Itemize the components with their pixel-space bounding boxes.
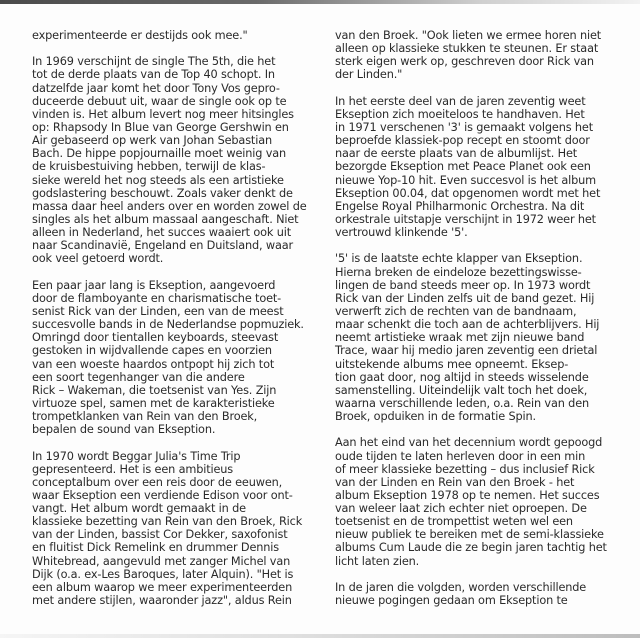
paragraph — [32, 55, 332, 265]
text-line: licht laten zien. — [335, 554, 420, 568]
text-line: waar Ekseption een verdiende Edison voor ont- — [32, 488, 293, 502]
right-text-column — [335, 29, 635, 620]
text-line: Bach. De hippe popjournaille moet weinig van — [32, 147, 287, 161]
text-line: in 1971 verschenen '3' is gemaakt volgens het — [335, 120, 593, 134]
text-line: op: Rhapsody In Blue van George Gershwin en — [32, 120, 289, 134]
text-line: In het eerste deel van de jaren zeventig weet — [335, 94, 586, 108]
text-line: ook veel getoerd wordt. — [32, 252, 164, 266]
text-line: uitstekende albums mee opneemt. Eksep- — [335, 357, 569, 371]
text-line: alleen in Nederland, het succes waaiert ook uit — [32, 226, 291, 240]
text-line: succesvolle bands in de Nederlandse popmuziek. — [32, 318, 304, 332]
text-line: lingen de band steeds meer op. In 1973 wordt — [335, 278, 591, 292]
text-line: maar schenkt die toch aan de achterblijvers. Hij — [335, 318, 600, 332]
scan-top-edge-shadow — [0, 0, 640, 4]
text-line: trompetklanken van Rein van den Broek, — [32, 410, 258, 424]
text-line: Dijk (o.a. ex-Les Baroques, later Alquin). "Het is — [32, 567, 294, 581]
paragraph — [335, 581, 635, 607]
text-line: massa daar heel anders over en worden zowel de — [32, 199, 307, 213]
text-line: singles als het album massaal aangeschaft. Niet — [32, 212, 299, 226]
text-line: klassieke bezetting van Rein van den Broek, Rick — [32, 515, 303, 529]
text-line: '5' is de laatste echte klapper van Ekseption. — [335, 252, 583, 266]
text-line: alleen op klassieke stukken te steunen. Er staat — [335, 42, 599, 56]
text-line: de kruisbestuiving hebben, terwijl de klas- — [32, 160, 266, 174]
text-line: vangt. Het album wordt gemaakt in de — [32, 502, 246, 516]
text-line: van der Linden, bassist Cor Dekker, saxofonist — [32, 528, 288, 542]
text-line: duceerde debuut uit, waar de single ook op te — [32, 94, 287, 108]
text-line: Omringd door tientallen keyboards, steevast — [32, 331, 279, 345]
text-line: Ekseption 00.04, dat opgenomen wordt met het — [335, 186, 601, 200]
text-line: of meer klassieke bezetting – dus inclusief Rick — [335, 462, 595, 476]
text-line: nieuwe pogingen gedaan om Ekseption te — [335, 594, 568, 608]
text-line: nieuw publiek te bereiken met de semi-klassieke — [335, 528, 604, 542]
text-line: In 1970 wordt Beggar Julia's Time Trip — [32, 449, 241, 463]
text-line: albums Cum Laude die ze begin jaren tachtig het — [335, 541, 607, 555]
text-line: experimenteerde er destijds ook mee." — [32, 29, 248, 42]
text-line: toetsenist en de trompettist weten wel een — [335, 515, 573, 529]
text-line: tion gaat door, nog altijd in steeds wisselende — [335, 370, 589, 384]
text-line: waarna verschillende leden, o.a. Rein van den — [335, 396, 590, 410]
text-line: godslastering beschouwt. Zoals vaker denkt de — [32, 186, 293, 200]
text-line: en fluitist Dick Remelink en drummer Dennis — [32, 541, 280, 555]
text-line: In de jaren die volgden, worden verschillende — [335, 580, 587, 594]
text-line: gestoken in wijdvallende capes en voorzien — [32, 344, 272, 358]
text-line: sterk eigen werk op, geschreven door Rick van — [335, 55, 594, 69]
text-line: naar de eerste plaats van de albumlijst. Het — [335, 147, 578, 161]
paragraph — [32, 450, 332, 608]
text-line: met andere stijlen, waaronder jazz", aldus Rein — [32, 594, 292, 608]
scan-bottom-edge — [0, 634, 640, 638]
text-line: vertrouwd klinkende '5'. — [335, 226, 468, 240]
text-line: oude tijden te laten herleven door in een min — [335, 449, 586, 463]
text-line: datzelfde jaar komt het door Tony Vos gepro- — [32, 81, 280, 95]
left-text-column — [32, 29, 332, 620]
text-line: sieke wereld het nog steeds als een artistieke — [32, 173, 284, 187]
text-line: een album waarop we meer experimenteerden — [32, 580, 293, 594]
text-line: bezorgde Ekseption met Peace Planet ook een — [335, 160, 591, 174]
text-line: neemt artistieke wraak met zijn nieuwe band — [335, 331, 585, 345]
paragraph — [32, 29, 332, 42]
text-line: Hierna breken de eindeloze bezettingswisse- — [335, 265, 582, 279]
text-line: Air gebaseerd op werk van Johan Sebastian — [32, 134, 272, 148]
text-line: Rick – Wakeman, die toetsenist van Yes. Zijn — [32, 383, 277, 397]
text-line: bepalen de sound van Ekseption. — [32, 423, 216, 437]
paragraph — [32, 279, 332, 437]
text-line: orkestrale uitstapje verschijnt in 1972 weer het — [335, 212, 596, 226]
text-line: Engelse Royal Philharmonic Orchestra. Na dit — [335, 199, 585, 213]
paragraph — [335, 29, 635, 82]
text-line: senist Rick van der Linden, een van de meest — [32, 304, 284, 318]
text-line: van een woeste haardos ontpopt hij zich tot — [32, 357, 275, 371]
text-line: door de flamboyante en charismatische toet- — [32, 291, 282, 305]
text-line: tot de derde plaats van de Top 40 schopt. In — [32, 68, 275, 82]
text-line: van der Linden en Rein van den Broek - het — [335, 475, 575, 489]
text-line: Broek, opduiken in de formatie Spin. — [335, 410, 536, 424]
text-line: Trace, waar hij medio jaren zeventig een drietal — [335, 344, 598, 358]
text-line: van den Broek. "Ook lieten we ermee horen niet — [335, 29, 602, 42]
paragraph — [335, 95, 635, 240]
text-line: verwerft zich de rechten van de bandnaam, — [335, 304, 577, 318]
text-line: conceptalbum over een reis door de eeuwen, — [32, 475, 283, 489]
text-line: beproefde klassiek-pop recept en stoomt door — [335, 134, 590, 148]
text-line: een soort tegenhanger van die andere — [32, 370, 245, 384]
paragraph — [335, 436, 635, 567]
paragraph — [335, 252, 635, 423]
text-line: nieuwe Yop-10 hit. Even succesvol is het album — [335, 173, 597, 187]
text-line: virtuoze spel, samen met de karakteristieke — [32, 396, 275, 410]
text-line: Whitebread, aangevuld met zanger Michel van — [32, 554, 291, 568]
text-line: album Ekseption 1978 op te nemen. Het succes — [335, 488, 600, 502]
text-line: gepresenteerd. Het is een ambitieus — [32, 462, 234, 476]
text-line: Rick van der Linden zelfs uit de band gezet. Hij — [335, 291, 595, 305]
text-line: Aan het eind van het decennium wordt gepoogd — [335, 436, 603, 450]
text-line: Een paar jaar lang is Ekseption, aangevoerd — [32, 278, 276, 292]
text-line: samenstelling. Uiteindelijk valt toch het doek, — [335, 383, 588, 397]
text-line: In 1969 verschijnt de single The 5th, die het — [32, 55, 276, 69]
text-line: van weleer laat zich echter niet oproepen. De — [335, 502, 587, 516]
text-line: vinden is. Het album levert nog meer hitsingles — [32, 107, 294, 121]
text-line: der Linden." — [335, 68, 403, 82]
text-line: naar Scandinavië, Engeland en Duitsland, waar — [32, 239, 294, 253]
text-line: Ekseption zich moeiteloos te handhaven. Het — [335, 107, 585, 121]
